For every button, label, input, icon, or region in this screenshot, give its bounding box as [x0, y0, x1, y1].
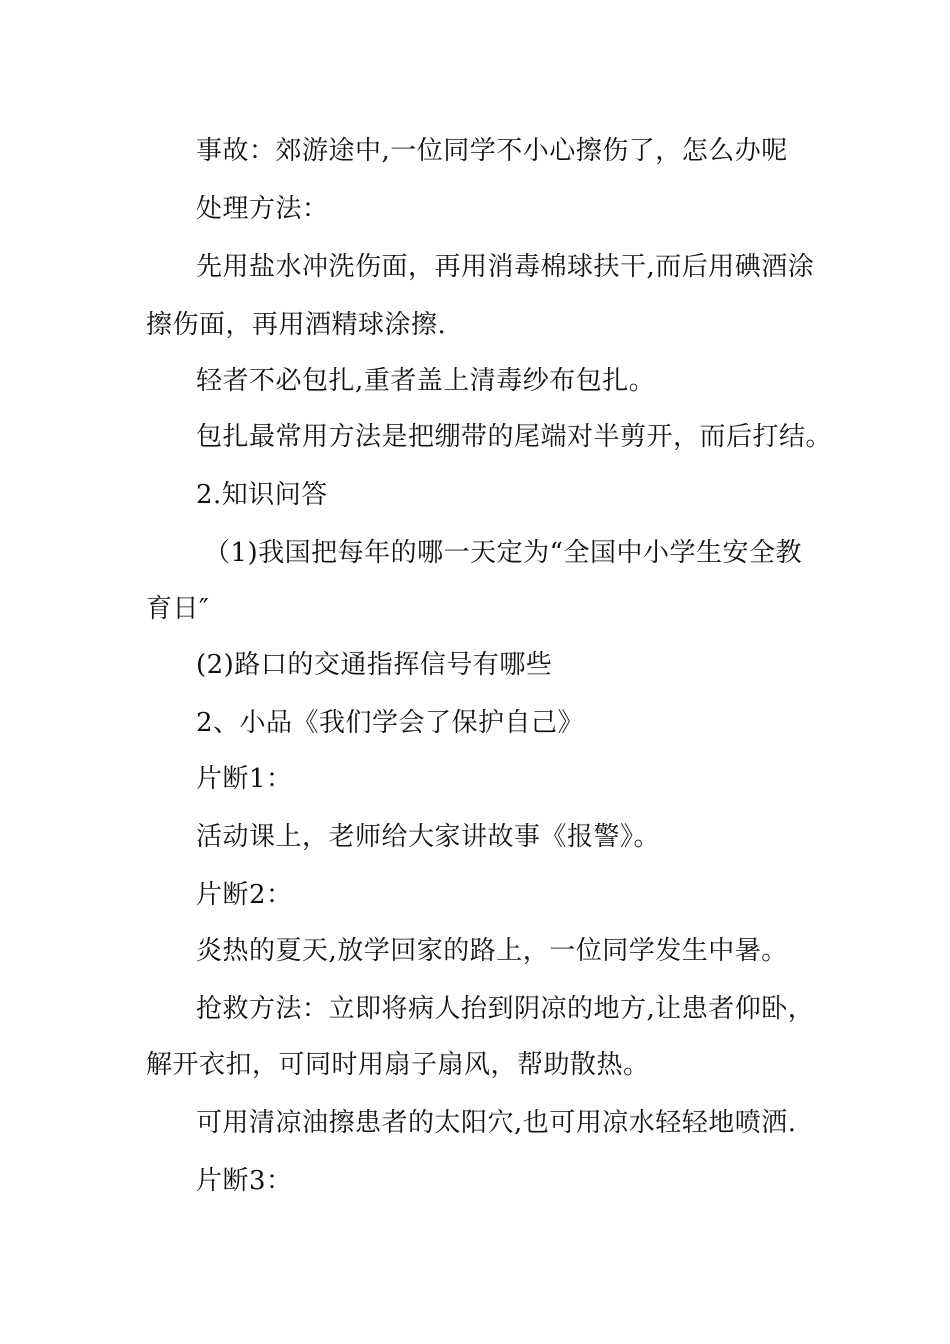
paragraph-bandage-method: 包扎最常用方法是把绷带的尾端对半剪开，而后打结。	[196, 422, 833, 452]
segment-2-text: 炎热的夏天,放学回家的路上，一位同学发生中暑。	[196, 936, 788, 966]
rescue-method-line-2: 解开衣扣，可同时用扇子扇风，帮助散热。	[146, 1050, 650, 1080]
section-heading-quiz: 2.知识问答	[196, 480, 328, 510]
paragraph-method-line-2: 擦伤面，再用酒精球涂擦.	[146, 310, 447, 340]
paragraph-method-heading: 处理方法：	[196, 194, 329, 224]
quiz-question-1-line-2: 育日″	[146, 594, 210, 624]
segment-heading-3: 片断3：	[196, 1166, 293, 1196]
rescue-method-line-1: 抢救方法：立即将病人抬到阴凉的地方,让患者仰卧，	[196, 994, 815, 1024]
segment-heading-1: 片断1：	[196, 764, 293, 794]
paragraph-method-line-1: 先用盐水冲洗伤面，再用消毒棉球扶干,而后用碘酒涂	[196, 252, 815, 282]
quiz-question-1-line-1: （1)我国把每年的哪一天定为“全国中小学生安全教	[204, 538, 802, 568]
segment-1-text: 活动课上，老师给大家讲故事《报警》。	[196, 822, 661, 852]
quiz-question-2: (2)路口的交通指挥信号有哪些	[196, 650, 553, 680]
rescue-method-line-3: 可用清凉油擦患者的太阳穴,也可用凉水轻轻地喷洒.	[196, 1108, 797, 1138]
segment-heading-2: 片断2：	[196, 880, 293, 910]
paragraph-accident: 事故：郊游途中,一位同学不小心擦伤了，怎么办呢	[196, 136, 788, 166]
paragraph-bandage-note: 轻者不必包扎,重者盖上清毒纱布包扎。	[196, 366, 656, 396]
section-heading-skit: 2、小品《我们学会了保护自己》	[196, 708, 585, 738]
